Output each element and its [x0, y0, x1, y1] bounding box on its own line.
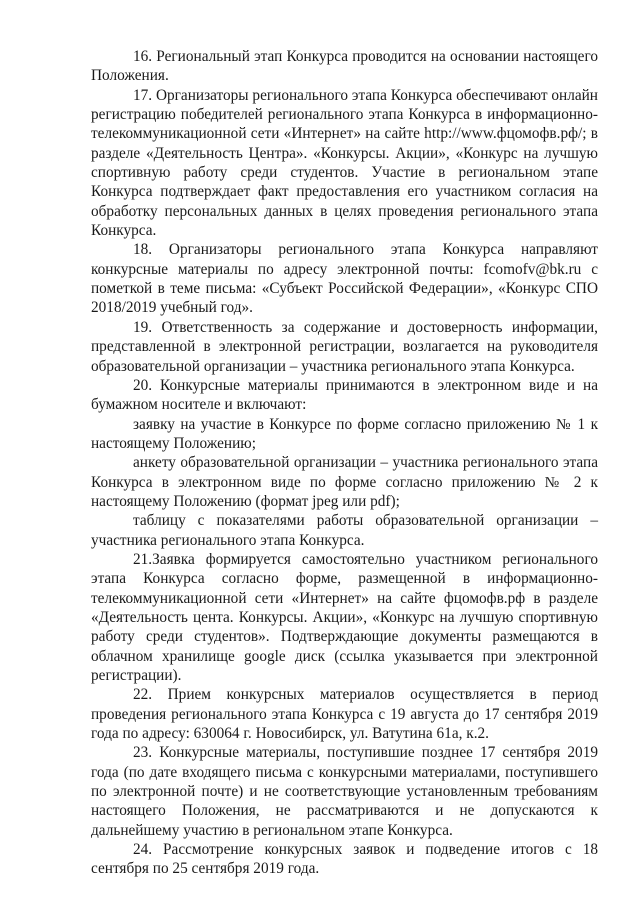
paragraph-23: 23. Конкурсные материалы, поступившие позднее 17 сентября 2019 года (по дате входящего письма с конкурсными материалами, поступившего по электронной почте) и не соответствующие установленным требованиям настоящего Положения, не рассматриваются и не допускаются к дальнейшему участию в региональном этапе Конкурса.	[91, 744, 598, 839]
paragraph-16: 16. Региональный этап Конкурса проводится на основании настоящего Положения.	[91, 48, 598, 85]
list-item-questionnaire: анкету образовательной организации – участника регионального этапа Конкурса в электронном виде по форме согласно приложению № 2 к настоящему Положению (формат jpeg или pdf);	[91, 454, 598, 510]
paragraph-24: 24. Рассмотрение конкурсных заявок и подведение итогов с 18 сентября по 25 сентября 2019 года.	[91, 841, 598, 878]
paragraph-18: 18. Организаторы регионального этапа Конкурса направляют конкурсные материалы по адресу электронной почты: fcomofv@bk.ru с пометкой в теме письма: «Субъект Российской Федерации», «Конкурс СПО 2018/2019 учебный год».	[91, 241, 598, 317]
list-item-application: заявку на участие в Конкурсе по форме согласно приложению № 1 к настоящему Положению;	[91, 415, 598, 452]
paragraph-17: 17. Организаторы регионального этапа Конкурса обеспечивают онлайн регистрацию победителей регионального этапа Конкурса в информационно-телекоммуникационной сети «Интернет» на сайте http://www.фцомофв.рф/; в разделе «Деятельность Центра». «Конкурсы. Акции», «Конкурс на лучшую спортивную работу среди студентов. Участие в региональном этапе Конкурса подтверждает факт предоставления его участником согласия на обработку персональных данных в целях проведения регионального этапа Конкурса.	[91, 86, 598, 240]
paragraph-21: 21.Заявка формируется самостоятельно участником регионального этапа Конкурса согласно форме, размещенной в информационно-телекоммуникационной сети «Интернет» на сайте фцомофв.рф в разделе «Деятельность цента. Конкурсы. Акции», «Конкурс на лучшую спортивную работу среди студентов». Подтверждающие документы размещаются в облачном хранилище google диск (ссылка указывается при электронной регистрации).	[91, 550, 598, 684]
list-item-table: таблицу с показателями работы образовательной организации – участника регионального этапа Конкурса.	[91, 512, 598, 549]
paragraph-19: 19. Ответственность за содержание и достоверность информации, представленной в электронной регистрации, возлагается на руководителя образовательной организации – участника регионального этапа Конкурса.	[91, 318, 598, 375]
paragraph-20: 20. Конкурсные материалы принимаются в электронном виде и на бумажном носителе и включают:	[91, 376, 598, 414]
paragraph-22: 22. Прием конкурсных материалов осуществляется в период проведения регионального этапа Конкурса с 19 августа до 17 сентября 2019 года по адресу: 630064 г. Новосибирск, ул. Ватутина 61а, к.2.	[91, 686, 598, 743]
